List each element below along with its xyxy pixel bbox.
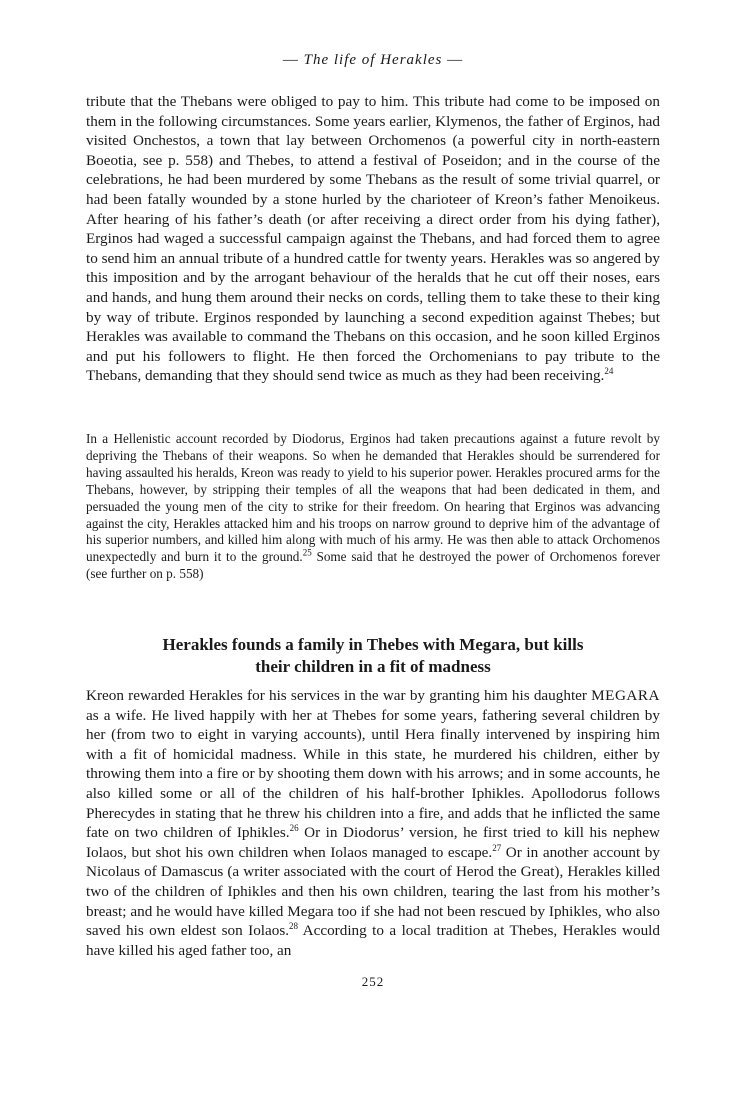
name-megara: MEGARA: [591, 687, 660, 704]
running-head: [86, 52, 660, 69]
paragraph-text-c: Or in Diodorus’ version, he first tried to kill his nephew Iolaos, but shot his own children when Iolaos managed to escape.: [86, 824, 660, 861]
footnote-marker: 26: [289, 823, 299, 834]
extract-paragraph: [86, 431, 660, 583]
paragraph-text-a: Kreon rewarded Herakles for his services in the war by granting him his daughter: [86, 687, 592, 704]
section-heading-line-2: their children in a fit of madness: [255, 657, 491, 676]
paragraph-text-d: Or in another account by Nicolaus of Damascus (a writer associated with the court of Herod the Great), Herakles killed two of the children of Iphikles and then his own children, tearing the last from his mother’s breast; and he would have killed Megara too if she had not been rescued by Iphikles, who also saved his own eldest son Iolaos.: [86, 843, 660, 940]
footnote-marker: 28: [289, 921, 299, 932]
footnote-marker: 25: [302, 547, 312, 558]
extract-text-b: Some said that he destroyed the power of Orchomenos forever (see further on p. 558): [86, 549, 660, 582]
running-head-dash-right: —: [447, 52, 464, 68]
paragraph-text-e: According to a local tradition at Thebes, Herakles would have killed his aged father too, an: [86, 922, 660, 959]
footnote-marker: 24: [604, 366, 614, 377]
paragraph-text-b: as a wife. He lived happily with her at Thebes for some years, fathering several children by her (from two to eight in varying accounts), until Hera finally intervened by inspiring him with a fit of homicidal madness. While in this state, he murdered his children, either by throwing them into a fire or by shooting them down with his arrows; and in some accounts, he also killed some or all of the children of his half-brother Iphikles. Apollodorus follows Pherecydes in stating that he threw his children into a fire, and adds that he inflicted the same fate on two children of Iphikles.: [86, 706, 660, 842]
running-head-title: The life of Herakles: [303, 52, 443, 68]
footnote-marker: 27: [492, 842, 502, 853]
extract-text-a: In a Hellenistic account recorded by Diodorus, Erginos had taken precautions against a future revolt by depriving the Thebans of their weapons. So when he demanded that Herakles should be surrendered for having assaulted his heralds, Kreon was ready to yield to his superior power. Herakles procured arms for the Thebans, however, by stripping their temples of all the weapons that had been dedicated in them, and persuaded the young men of the city to strike for their freedom. On hearing that Erginos was advancing against the city, Herakles attacked him and his troops on narrow ground to deprive him of the advantage of his superior numbers, and killed him along with much of his army. He was then able to attack Orchomenos unexpectedly and burn it to the ground.: [86, 431, 660, 565]
section-heading-line-1: Herakles founds a family in Thebes with Megara, but kills: [162, 635, 584, 654]
body-paragraph-2: [86, 686, 660, 960]
body-paragraph-1: [86, 92, 660, 386]
page-number: 252: [361, 974, 385, 989]
running-head-dash-left: —: [282, 52, 299, 68]
section-heading: [86, 634, 660, 678]
paragraph-text: tribute that the Thebans were obliged to pay to him. This tribute had come to be imposed on them in the following circumstances. Some years earlier, Klymenos, the father of Erginos, had visited Onchestos, a town that lay between Orchomenos (a powerful city in north-eastern Boeotia, see p. 558) and Thebes, to attend a festival of Poseidon; and in the course of the celebrations, he had been murdered by some Thebans as the result of some trivial quarrel, or had been fatally wounded by a stone hurled by the charioteer of Kreon’s father Menoikeus. After hearing of his father’s death (or after receiving a direct order from his dying father), Erginos had waged a successful campaign against the Thebans, and had forced them to agree to send him an annual tribute of a hundred cattle for twenty years. Herakles was so angered by this imposition and by the arrogant behaviour of the heralds that he cut off their noses, ears and hands, and hung them around their necks on cords, telling them to take these to their king by way of tribute. Erginos responded by launching a second expedition against Thebes; but Herakles was available to command the Thebans on this occasion, and he soon killed Erginos and put his followers to flight. He then forced the Orchomenians to pay tribute to the Thebans, demanding that they should send twice as much as they had been receiving.: [86, 93, 660, 385]
